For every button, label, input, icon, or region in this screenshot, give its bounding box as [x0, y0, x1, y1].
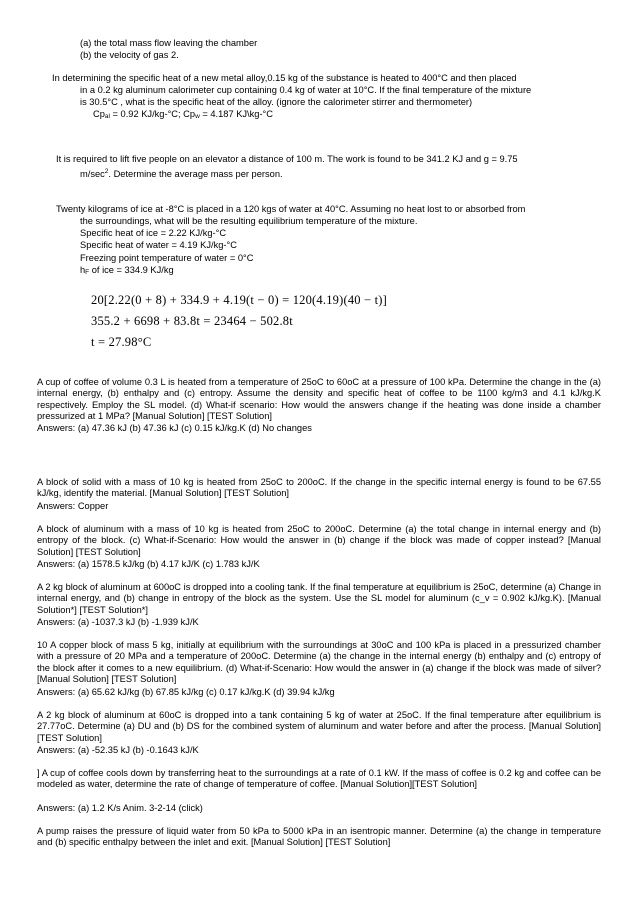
ice-line-1: Twenty kilograms of ice at -8°C is placed in a 120 kgs of water at 40°C. Assuming no heat lost to or absorbed from	[56, 204, 526, 214]
alloy-cp-line	[93, 109, 273, 122]
hf-value: of ice = 334.9 KJ/kg	[89, 265, 174, 275]
solid-problem: A block of solid with a mass of 10 kg is heated from 25oC to 200oC. If the change in the specific internal energy is found to be 67.55 kJ/kg, identify the material. [Manual Solution] [TEST Solution]	[37, 477, 601, 499]
ice-line-4: Specific heat of water = 4.19 KJ/kg-°C	[80, 240, 237, 250]
solid-answer: Answers: Copper	[37, 501, 109, 511]
cp-al-value: = 0.92 KJ/kg-°C; Cp	[109, 109, 196, 119]
ice-line-5: Freezing point temperature of water = 0°C	[80, 253, 254, 263]
cp-w-sub: w	[195, 113, 200, 120]
elevator-line-2	[80, 166, 283, 180]
elevator-unit: m/sec	[80, 169, 105, 179]
item-a-text: (a) the total mass flow leaving the chamber	[80, 38, 258, 48]
coffee-answer: Answers: (a) 47.36 kJ (b) 47.36 kJ (c) 0.15 kJ/kg.K (d) No changes	[37, 423, 312, 433]
hf-label: h	[80, 265, 86, 275]
aluminum-block-answer: Answers: (a) 1578.5 kJ/kg (b) 4.17 kJ/K (c) 1.783 kJ/K	[37, 559, 260, 569]
alloy-line-3: is 30.5°C , what is the specific heat of the alloy. (ignore the calorimeter stirrer and thermometer)	[80, 97, 473, 107]
copper-block-answer: Answers: (a) 65.62 kJ/kg (b) 67.85 kJ/kg (c) 0.17 kJ/kg.K (d) 39.94 kJ/kg	[37, 687, 335, 697]
ice-line-6	[80, 265, 174, 278]
cooling-tank-answer: Answers: (a) -1037.3 kJ (b) -1.939 kJ/K	[37, 617, 199, 627]
tank-problem: A 2 kg block of aluminum at 60oC is dropped into a tank containing 5 kg of water at 25oC. If the final temperature after equilibrium is 27.77oC. Determine (a) DU and (b) DS for the combined system of aluminum and water before and after the process. [Manual Solution] [TEST Solution]	[37, 710, 601, 743]
aluminum-block-problem: A block of aluminum with a mass of 10 kg is heated from 25oC to 200oC. Determine (a) the total change in internal energy and (b) entropy of the block. (c) What-if-Scenario: How would the answer in (b) change if the block was made of copper instead? [Manual Solution] [TEST Solution]	[37, 524, 601, 557]
alloy-line-2: in a 0.2 kg aluminum calorimeter cup containing 0.4 kg of water at 10°C. If the final temperature of the mixture	[80, 85, 532, 95]
equation-3: t = 27.98°C	[91, 335, 152, 349]
coffee-problem: A cup of coffee of volume 0.3 L is heated from a temperature of 25oC to 60oC at a pressure of 100 kPa. Determine the change in the (a) internal energy, (b) enthalpy and (c) entropy. Assume the density and specific heat of coffee to be 1100 kg/m3 and 4.1 kJ/kg.K respectively. Employ the SL model. (d) What-if scenario: How would the answers change if the heating was done inside a chamber pressurized at 1 MPa? [Manual Solution] [TEST Solution]	[37, 377, 601, 422]
tank-answer: Answers: (a) -52.35 kJ (b) -0.1643 kJ/K	[37, 745, 199, 755]
copper-block-problem: 10 A copper block of mass 5 kg, initially at equilibrium with the surroundings at 30oC and 100 kPa is placed in a pressurized chamber with a pressure of 20 MPa and a temperature of 200oC. Determine (a) the change in the internal energy (b) enthalpy and (c) entropy of the block after it comes to a new equilibrium. (d) What-if-Scenario: How would the answer in (a) change if the block was made of silver? [Manual Solution] [TEST Solution]	[37, 640, 601, 685]
ice-line-3: Specific heat of ice = 2.22 KJ/kg-°C	[80, 228, 227, 238]
ice-line-2: the surroundings, what will be the resulting equilibrium temperature of the mixture.	[80, 216, 418, 226]
hf-sub: F	[85, 269, 90, 276]
cp-al-sub: al	[104, 113, 110, 120]
elevator-sup: 2	[104, 168, 109, 175]
cp-al-label: Cp	[93, 109, 105, 119]
equation-1: 20[2.22(0 + 8) + 334.9 + 4.19(t − 0) = 120(4.19)(40 − t)]	[91, 293, 388, 307]
cp-w-value: = 4.187 KJ\kg-°C	[199, 109, 273, 119]
coffee-cooling-problem: ] A cup of coffee cools down by transferring heat to the surroundings at a rate of 0.1 kW. If the mass of coffee is 0.2 kg and coffee can be modeled as water, determine the rate of change of temperature of coffee. [Manual Solution][TEST Solution]	[37, 768, 601, 790]
equation-2: 355.2 + 6698 + 83.8t = 23464 − 502.8t	[91, 314, 293, 328]
coffee-cooling-answer: Answers: (a) 1.2 K/s Anim. 3-2-14 (click)	[37, 803, 203, 813]
elevator-question: . Determine the average mass per person.	[108, 169, 283, 179]
item-b-text: (b) the velocity of gas 2.	[80, 50, 179, 60]
alloy-line-1: In determining the specific heat of a new metal alloy,0.15 kg of the substance is heated to 400°C and then placed	[52, 73, 517, 83]
pump-problem: A pump raises the pressure of liquid water from 50 kPa to 5000 kPa in an isentropic manner. Determine (a) the change in temperature and (b) specific enthalpy between the inlet and exit. [Manual Solution] [TEST Solution]	[37, 826, 601, 848]
cooling-tank-problem: A 2 kg block of aluminum at 600oC is dropped into a cooling tank. If the final temperature at equilibrium is 25oC, determine (a) Change in internal energy, and (b) change in entropy of the block as the system. Use the SL model for aluminum (c_v = 0.902 kJ/kg.K). [Manual Solution*] [TEST Solution*]	[37, 582, 601, 615]
elevator-line-1: It is required to lift five people on an elevator a distance of 100 m. The work is found to be 341.2 KJ and g = 9.75	[56, 154, 518, 164]
